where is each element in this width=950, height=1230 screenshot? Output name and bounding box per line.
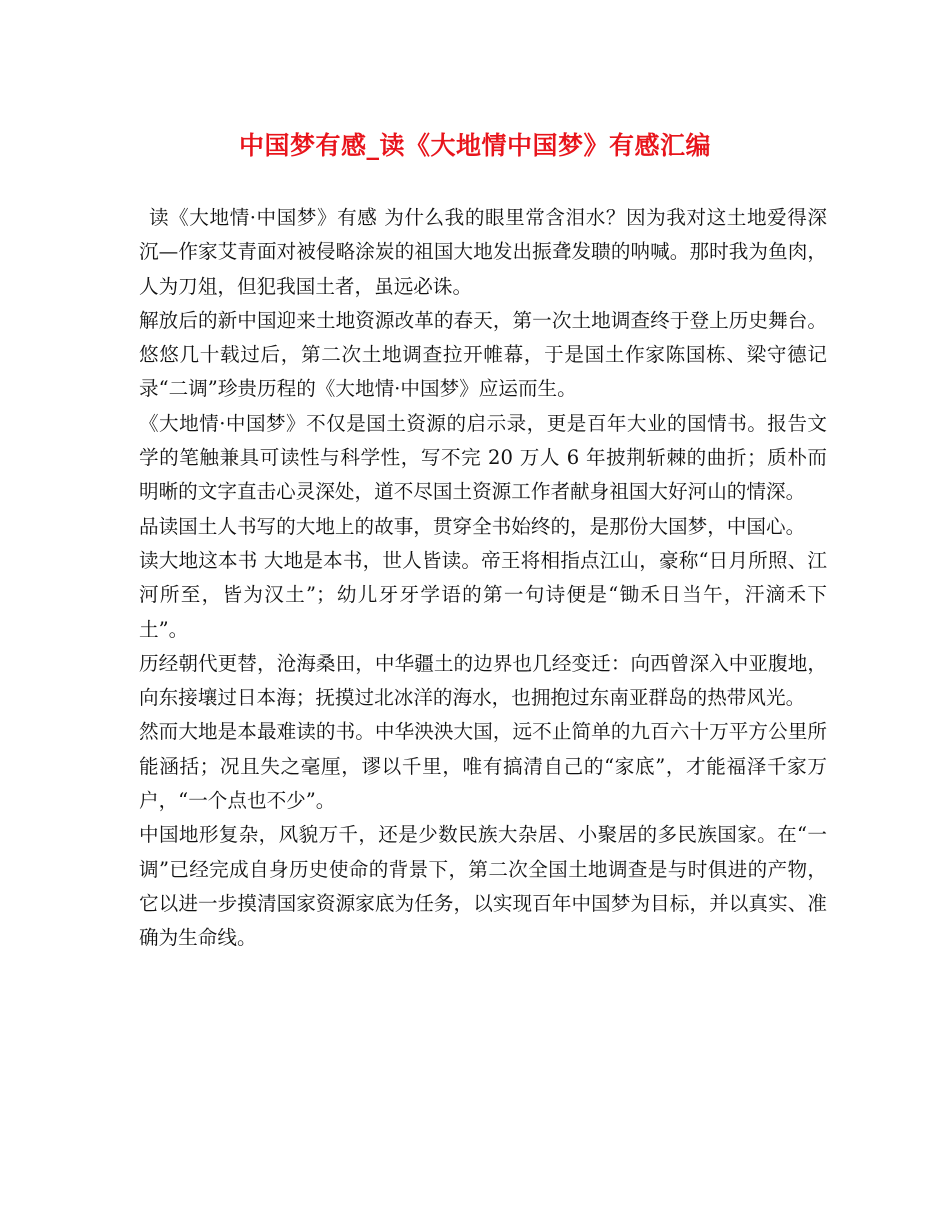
paragraph-7: 然而大地是本最难读的书。中华泱泱大国，远不止简单的九百六十万平方公里所能涵括；况且失之毫厘，谬以千里，唯有搞清自己的“家底”，才能福泽千家万户，“一个点也不少”。 bbox=[139, 720, 827, 813]
paragraph-2: 解放后的新中国迎来土地资源改革的春天，第一次土地调查终于登上历史舞台。悠悠几十载过后，第二次土地调查拉开帷幕，于是国土作家陈国栋、梁守德记录“二调”珍贵历程的《大地情·中国梦》应运而生。 bbox=[139, 308, 827, 401]
paragraph-4: 品读国土人书写的大地上的故事，贯穿全书始终的，是那份大国梦，中国心。 bbox=[139, 514, 806, 538]
paragraph-3: 《大地情·中国梦》不仅是国土资源的启示录，更是百年大业的国情书。报告文学的笔触兼具可读性与科学性，写不完 20 万人 6 年披荆斩棘的曲折；质朴而明晰的文字直击心灵深处，道不尽国土资源工作者献身祖国大好河山的情深。 bbox=[139, 411, 827, 504]
paragraph-8: 中国地形复杂，风貌万千，还是少数民族大杂居、小聚居的多民族国家。在“一调”已经完成自身历史使命的背景下，第二次全国土地调查是与时俱进的产物，它以进一步摸清国家资源家底为任务，以实现百年中国梦为目标，并以真实、准确为生命线。 bbox=[139, 823, 827, 950]
document-title: 中国梦有感_读《大地情中国梦》有感汇编 bbox=[238, 131, 711, 160]
document-body bbox=[139, 201, 827, 956]
paragraph-1: 读《大地情·中国梦》有感 为什么我的眼里常含泪水？因为我对这土地爱得深沉—作家艾青面对被侵略涂炭的祖国大地发出振聋发聩的呐喊。那时我为鱼肉，人为刀俎，但犯我国土者，虽远必诛。 bbox=[139, 206, 827, 298]
paragraph-5: 读大地这本书 大地是本书，世人皆读。帝王将相指点江山，豪称“日月所照、江河所至，皆为汉土”；幼儿牙牙学语的第一句诗便是“锄禾日当午，汗滴禾下土”。 bbox=[139, 548, 827, 641]
paragraph-6: 历经朝代更替，沧海桑田，中华疆土的边界也几经变迁：向西曾深入中亚腹地，向东接壤过日本海；抚摸过北冰洋的海水，也拥抱过东南亚群岛的热带风光。 bbox=[139, 651, 827, 710]
